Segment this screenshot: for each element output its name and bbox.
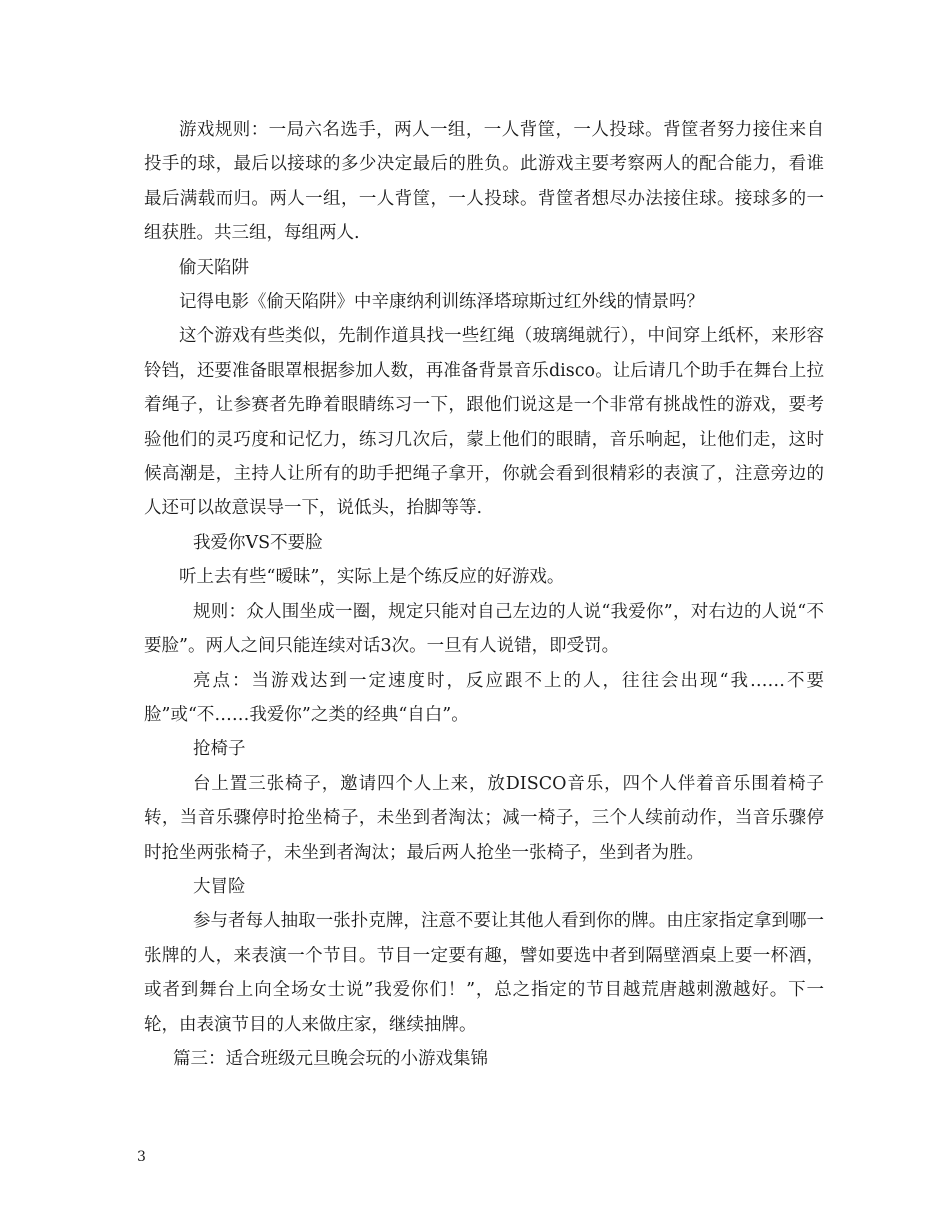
paragraph-musical-chairs: 台上置三张椅子，邀请四个人上来，放DISCO音乐，四个人伴着音乐围着椅子转，当音乐骤停时抢坐椅子，未坐到者淘汰；减一椅子，三个人续前动作，当音乐骤停时抢坐两张椅子，未坐到者淘汰；最后两人抢坐一张椅子，坐到者为胜。 xyxy=(144,773,824,863)
paragraph-love-highlight: 亮点：当游戏达到一定速度时，反应跟不上的人，往往会出现“我……不要脸”或“不……我爱你”之类的经典“自白”。 xyxy=(144,670,824,725)
heading-chapter-three: 篇三：适合班级元旦晚会玩的小游戏集锦 xyxy=(173,1048,488,1069)
paragraph-big-adventure: 参与者每人抽取一张扑克牌，注意不要让其他人看到你的牌。由庄家指定拿到哪一张牌的人，来表演一个节目。节目一定要有趣，譬如要选中者到隔壁酒桌上要一杯酒，或者到舞台上向全场女士说”我爱你们！”，总之指定的节目越荒唐越刺激越好。下一轮，由表演节目的人来做庄家，继续抽牌。 xyxy=(144,911,824,1035)
paragraph-game-rules: 游戏规则：一局六名选手，两人一组，一人背筐，一人投球。背筐者努力接住来自投手的球，最后以接球的多少决定最后的胜负。此游戏主要考察两人的配合能力，看谁最后满载而归。两人一组，一人背筐，一人投球。背筐者想尽办法接住球。接球多的一组获胜。共三组，每组两人. xyxy=(144,120,824,244)
heading-big-adventure: 大冒险 xyxy=(193,876,246,897)
paragraph-rope-game: 这个游戏有些类似，先制作道具找一些红绳（玻璃绳就行），中间穿上纸杯，来形容铃铛，还要准备眼罩根据参加人数，再准备背景音乐disco。让后请几个助手在舞台上拉着绳子，让参赛者先睁着眼睛练习一下，跟他们说这是一个非常有挑战性的游戏，要考验他们的灵巧度和记忆力，练习几次后，蒙上他们的眼睛，音乐响起，让他们走，这时候高潮是，主持人让所有的助手把绳子拿开，你就会看到很精彩的表演了，注意旁边的人还可以故意误导一下，说低头，抬脚等等. xyxy=(144,326,824,519)
paragraph-love-rules: 规则：众人围坐成一圈，规定只能对自己左边的人说“我爱你”，对右边的人说“不要脸”。两人之间只能连续对话3次。一旦有人说错，即受罚。 xyxy=(144,601,824,657)
heading-tou-tian-xian-jing: 偷天陷阱 xyxy=(179,257,249,278)
page-number: 3 xyxy=(137,1149,146,1165)
heading-musical-chairs: 抢椅子 xyxy=(193,739,246,760)
paragraph-reaction-intro: 听上去有些“暧昧”，实际上是个练反应的好游戏。 xyxy=(179,567,565,588)
heading-i-love-you: 我爱你VS不要脸 xyxy=(193,532,323,553)
document-body xyxy=(144,113,824,1076)
paragraph-movie-question: 记得电影《偷天陷阱》中辛康纳利训练泽塔琼斯过红外线的情景吗？ xyxy=(179,292,704,313)
